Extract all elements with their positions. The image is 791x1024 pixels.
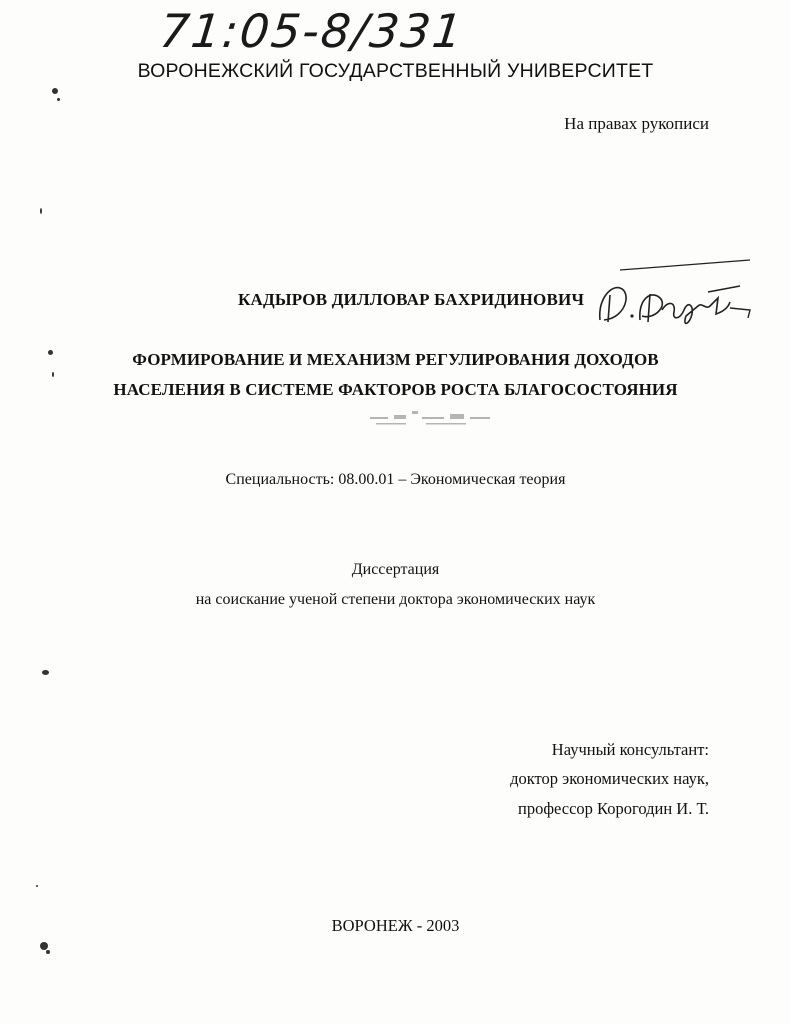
author-name: КАДЫРОВ ДИЛЛОВАР БАХРИДИНОВИЧ	[238, 290, 585, 309]
scan-speck	[40, 942, 48, 950]
author-signature	[590, 250, 760, 330]
scan-speck	[48, 350, 53, 355]
consultant-name: профессор Корогодин И. Т.	[518, 799, 709, 818]
scan-speck	[52, 88, 58, 94]
scan-speck	[42, 670, 49, 675]
degree-sought: на соискание ученой степени доктора экономических наук	[195, 591, 596, 608]
scan-speck	[46, 950, 50, 954]
faded-stamp-mark	[366, 405, 496, 431]
dissertation-label: Диссертация	[351, 561, 440, 578]
scan-speck	[52, 372, 54, 377]
scan-speck	[57, 98, 60, 101]
registration-code: 71:05-8/331	[157, 4, 467, 58]
scan-speck	[40, 208, 42, 214]
city-and-year: ВОРОНЕЖ - 2003	[331, 916, 460, 935]
scan-speck	[36, 885, 38, 887]
consultant-degree: доктор экономических наук,	[510, 769, 709, 788]
specialty-line: Специальность: 08.00.01 – Экономическая теория	[225, 471, 566, 488]
university-name: ВОРОНЕЖСКИЙ ГОСУДАРСТВЕННЫЙ УНИВЕРСИТЕТ	[137, 60, 654, 82]
manuscript-rights-note: На правах рукописи	[564, 114, 709, 133]
consultant-heading: Научный консультант:	[551, 740, 709, 759]
dissertation-title-line-1: ФОРМИРОВАНИЕ И МЕХАНИЗМ РЕГУЛИРОВАНИЯ ДОХОДОВ	[132, 350, 659, 369]
dissertation-title-line-2: НАСЕЛЕНИЯ В СИСТЕМЕ ФАКТОРОВ РОСТА БЛАГОСОСТОЯНИЯ	[113, 380, 678, 399]
